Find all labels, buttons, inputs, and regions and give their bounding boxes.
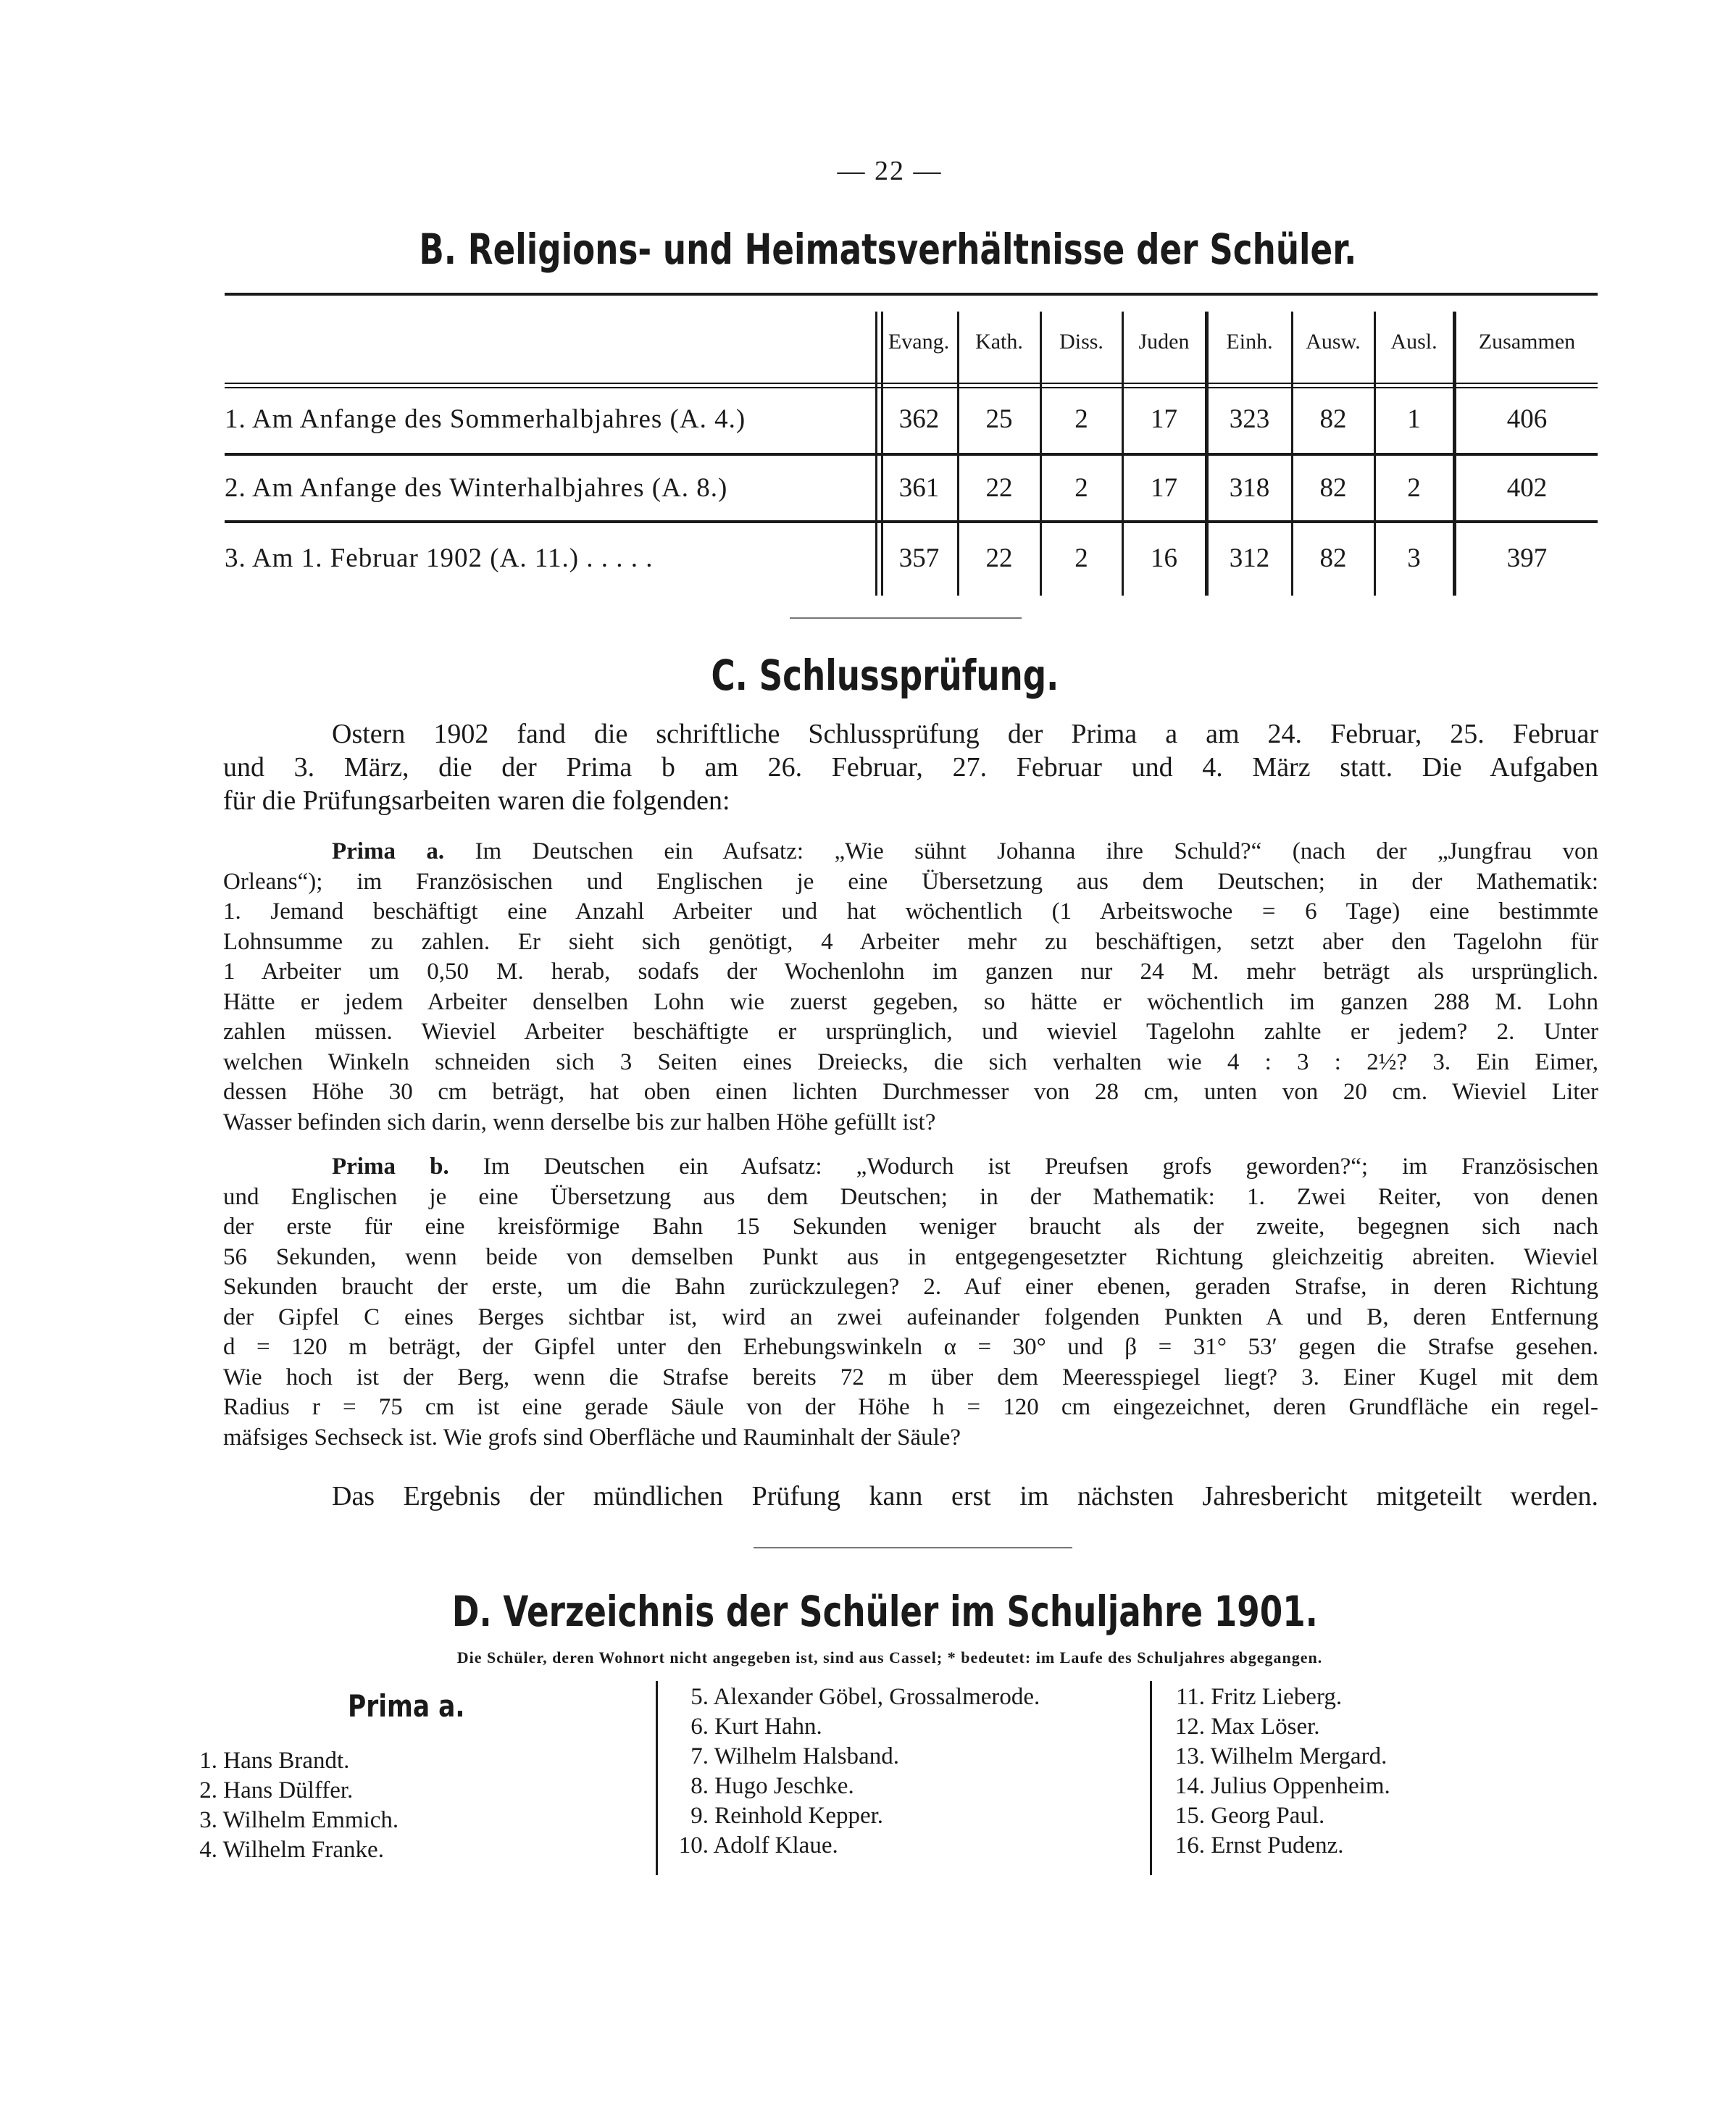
table-header-rule (225, 383, 1598, 384)
prima-b-line: d = 120 m beträgt, der Gipfel unter den Erhebungswinkeln α = 30° und β = 31° 53′ gegen die Strafse gesehen. (223, 1334, 1598, 1360)
religion-table (225, 293, 1598, 597)
list-item: 11. Fritz Lieberg. (1175, 1684, 1343, 1710)
prima-a-line: Lohnsumme zu zahlen. Er sieht sich genötigt, 4 Arbeiter mehr zu beschäftigen, setzt aber den Tagelohn für (223, 928, 1598, 955)
list-item: 7. Wilhelm Halsband. (690, 1743, 899, 1769)
list-item: 13. Wilhelm Mergard. (1174, 1743, 1387, 1769)
prima-a-line: Wasser befinden sich darin, wenn derselbe bis zur halben Höhe gefüllt ist? (223, 1109, 936, 1135)
row-label-1: 1. Am Anfange des Sommerhalbjahres (A. 4.) (225, 404, 746, 434)
intro-line: und 3. März, die der Prima b am 26. Februar, 27. Februar und 4. März statt. Die Aufgaben (223, 752, 1598, 783)
class-title: Prima a. (348, 1688, 465, 1724)
prima-a-line: 1 Arbeiter um 0,50 M. herab, sodafs der Wochenlohn im ganzen nur 24 M. mehr beträgt als ursprünglich. (223, 959, 1598, 985)
list-item: 5. Alexander Göbel, Grossalmerode. (690, 1684, 1040, 1710)
list-item: 6. Kurt Hahn. (690, 1714, 822, 1740)
table-vline-0 (875, 312, 877, 596)
row-label-3: 3. Am 1. Februar 1902 (A. 11.) . . . . . (225, 543, 654, 573)
row-label-2: 2. Am Anfange des Winterhalbjahres (A. 8.) (225, 473, 728, 503)
intro-line: für die Prüfungsarbeiten waren die folgenden: (223, 785, 730, 816)
col-einh: Einh. (1226, 330, 1273, 354)
list-item: 2. Hans Dülffer. (199, 1777, 354, 1803)
student-column-3 (1163, 1682, 1390, 1861)
col-ausw: Ausw. (1306, 330, 1361, 354)
cell-3-diss: 2 (1074, 543, 1088, 573)
column-separator-1 (656, 1681, 658, 1875)
table-header-rule-2 (225, 387, 1598, 388)
prima-a-line: Orleans“); im Französischen und Englischen je eine Übersetzung aus dem Deutschen; in der Mathematik: (223, 868, 1598, 895)
prima-a-line: welchen Winkeln schneiden sich 3 Seiten eines Dreiecks, die sich verhalten wie 4 : 3 : 2½? 3. Ein Eimer, (223, 1048, 1598, 1075)
list-item: 9. Reinhold Kepper. (690, 1803, 884, 1829)
prima-a-line: Im Deutschen ein Aufsatz: „Wie sühnt Johanna ihre Schuld?“ (nach der „Jungfrau von (475, 838, 1598, 864)
cell-2-kath: 22 (985, 473, 1013, 503)
prima-a-label: Prima a. (332, 838, 445, 864)
cell-2-zusammen: 402 (1506, 473, 1548, 503)
prima-a-paragraph (223, 837, 1598, 1138)
closing-line: Das Ergebnis der mündlichen Prüfung kann erst im nächsten Jahresbericht mitgeteilt werden. (332, 1481, 1598, 1511)
list-item: 15. Georg Paul. (1174, 1803, 1325, 1829)
col-zusammen: Zusammen (1478, 330, 1576, 354)
table-row-rule-1 (225, 453, 1598, 456)
cell-3-ausl: 3 (1407, 543, 1421, 573)
cell-3-kath: 22 (985, 543, 1013, 573)
col-evang: Evang. (888, 330, 950, 354)
table-row-rule-2 (225, 520, 1598, 523)
student-list-note: Die Schüler, deren Wohnort nicht angegeben ist, sind aus Cassel; * bedeutet: im Laufe des Schuljahres abgegangen. (456, 1648, 1323, 1667)
prima-b-line: mäfsiges Sechseck ist. Wie grofs sind Oberfläche und Rauminhalt der Säule? (223, 1424, 961, 1451)
prima-b-line: Im Deutschen ein Aufsatz: „Wodurch ist Preufsen grofs geworden?“; im Französischen (483, 1154, 1598, 1180)
prima-a-line: dessen Höhe 30 cm beträgt, hat oben einen lichten Durchmesser von 28 cm, unten von 20 cm. Wieviel Liter (223, 1079, 1598, 1105)
intro-paragraph (223, 717, 1598, 817)
cell-1-zusammen: 406 (1506, 404, 1548, 434)
prima-b-line: Sekunden braucht der erste, um die Bahn zurückzulegen? 2. Auf einer ebenen, geraden Strafse, in deren Richtung (223, 1274, 1598, 1300)
prima-a-line: zahlen müssen. Wieviel Arbeiter beschäftigte er ursprünglich, und wieviel Tagelohn zahlte er jedem? 2. Unter (223, 1019, 1598, 1045)
cell-2-diss: 2 (1074, 473, 1088, 503)
prima-b-line: Radius r = 75 cm ist eine gerade Säule von der Höhe h = 120 cm eingezeichnet, deren Grundfläche ein regel- (223, 1394, 1598, 1420)
section-b-title: B. Religions- und Heimatsverhältnisse der Schüler. (419, 225, 1357, 274)
prima-a-line: Hätte er jedem Arbeiter denselben Lohn wie zuerst gegeben, so hätte er wöchentlich im ganzen 288 M. Lohn (223, 988, 1598, 1015)
page-number: — 22 — (837, 156, 943, 186)
prima-b-line: der erste für eine kreisförmige Bahn 15 Sekunden weniger braucht als der zweite, begegnen sich nach (223, 1214, 1598, 1240)
cell-3-ausw: 82 (1319, 543, 1347, 573)
cell-1-ausl: 1 (1407, 404, 1421, 434)
list-item: 1. Hans Brandt. (199, 1748, 350, 1774)
prima-b-line: 56 Sekunden, wenn beide von demselben Punkt aus in entgegengesetzter Richtung gleichzeitig abreiten. Wieviel (223, 1243, 1598, 1270)
cell-1-evang: 362 (898, 404, 940, 434)
cell-2-evang: 361 (898, 473, 940, 503)
list-item: 12. Max Löser. (1174, 1714, 1320, 1740)
col-diss: Diss. (1059, 330, 1103, 354)
prima-b-line: und Englischen je eine Übersetzung aus dem Deutschen; in der Mathematik: 1. Zwei Reiter, von denen (223, 1183, 1598, 1210)
cell-1-juden: 17 (1151, 404, 1177, 434)
col-juden: Juden (1138, 330, 1190, 354)
cell-2-ausl: 2 (1407, 473, 1421, 503)
cell-1-kath: 25 (985, 404, 1013, 434)
prima-b-line: Wie hoch ist der Berg, wenn die Strafse bereits 72 m über dem Meeresspiegel liegt? 3. Einer Kugel mit dem (223, 1364, 1598, 1390)
prima-b-paragraph (223, 1152, 1598, 1453)
list-item: 10. Adolf Klaue. (678, 1832, 838, 1859)
cell-2-einh: 318 (1229, 473, 1270, 503)
divider (790, 617, 1022, 619)
intro-line: Ostern 1902 fand die schriftliche Schlussprüfung der Prima a am 24. Februar, 25. Februar (332, 719, 1598, 749)
cell-3-zusammen: 397 (1506, 543, 1548, 573)
list-item: 8. Hugo Jeschke. (690, 1773, 854, 1799)
list-item: 16. Ernst Pudenz. (1174, 1832, 1344, 1859)
student-column-1 (188, 1746, 398, 1865)
list-item: 14. Julius Oppenheim. (1174, 1773, 1390, 1799)
table-top-rule (225, 293, 1598, 296)
cell-3-einh: 312 (1229, 543, 1270, 573)
student-column-2 (667, 1682, 1040, 1861)
section-d-title: D. Verzeichnis der Schüler im Schuljahre 1901. (451, 1587, 1318, 1636)
list-item: 3. Wilhelm Emmich. (199, 1807, 399, 1833)
list-item: 4. Wilhelm Franke. (199, 1837, 384, 1863)
prima-b-label: Prima b. (332, 1154, 449, 1180)
divider (754, 1547, 1072, 1548)
cell-2-juden: 17 (1151, 473, 1177, 503)
closing-paragraph (223, 1480, 1598, 1513)
cell-2-ausw: 82 (1319, 473, 1347, 503)
cell-1-diss: 2 (1074, 404, 1088, 434)
cell-3-juden: 16 (1151, 543, 1177, 573)
col-kath: Kath. (975, 330, 1023, 354)
cell-1-einh: 323 (1229, 404, 1270, 434)
column-separator-2 (1150, 1681, 1152, 1875)
cell-1-ausw: 82 (1319, 404, 1347, 434)
section-c-title: C. Schlussprüfung. (711, 651, 1059, 700)
prima-b-line: der Gipfel C eines Berges sichtbar ist, wird an zwei aufeinander folgenden Punkten A und B, deren Entfernung (223, 1304, 1598, 1330)
prima-a-line: 1. Jemand beschäftigt eine Anzahl Arbeiter und hat wöchentlich (1 Arbeitswoche = 6 Tage) eine bestimmte (223, 898, 1598, 925)
cell-3-evang: 357 (898, 543, 940, 573)
col-ausl: Ausl. (1390, 330, 1437, 354)
